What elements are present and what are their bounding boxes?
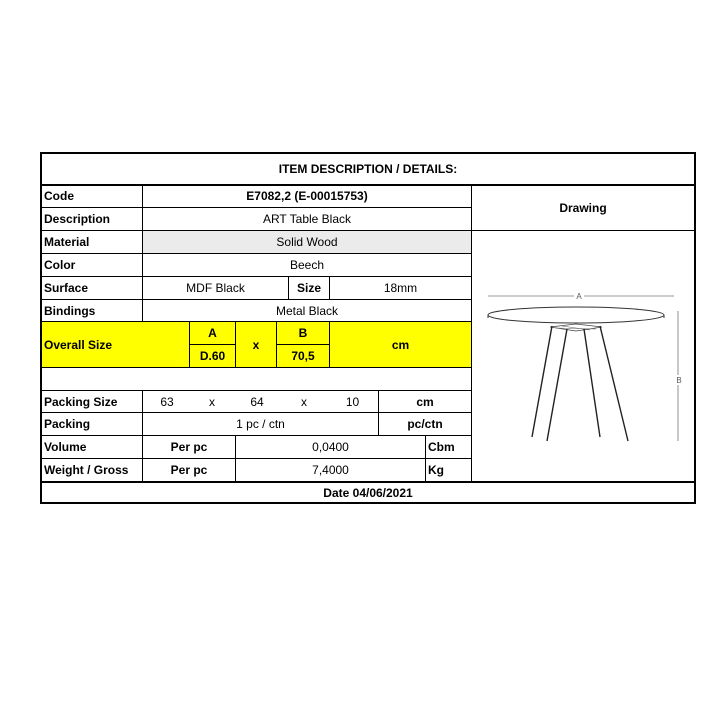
table-drawing (472, 231, 694, 481)
dimension-a-value: D.60 (190, 345, 236, 368)
weight-per: Per pc (143, 459, 236, 481)
packing-size-unit: cm (379, 391, 472, 413)
material-label: Material (42, 231, 143, 254)
dimension-b-text: B (676, 376, 682, 385)
code-label: Code (42, 185, 143, 208)
overall-size-unit: cm (330, 322, 472, 368)
column-divider (471, 184, 472, 481)
table-frame (550, 324, 602, 331)
overall-size-label: Overall Size (42, 322, 190, 368)
bindings-value: Metal Black (143, 300, 472, 322)
packing-size-label: Packing Size (42, 391, 143, 413)
surface-label: Surface (42, 277, 143, 300)
weight-label: Weight / Gross (42, 459, 143, 481)
spacer-row (42, 368, 472, 391)
volume-value: 0,0400 (236, 436, 426, 459)
packing-size-height: 10 (327, 391, 379, 413)
code-value: E7082,2 (E-00015753) (143, 185, 472, 208)
description-value: ART Table Black (143, 208, 472, 231)
drawing-title: Drawing (472, 185, 694, 231)
packing-size-length: 63 (143, 391, 191, 413)
color-value: Beech (143, 254, 472, 277)
packing-size-times-2: x (281, 391, 327, 413)
tabletop-outline (488, 307, 664, 323)
sheet-title: ITEM DESCRIPTION / DETAILS: (42, 154, 694, 186)
packing-value: 1 pc / ctn (143, 413, 379, 436)
table-leg-1 (532, 326, 552, 437)
dimension-b-label: B (277, 322, 330, 345)
footer-date: Date 04/06/2021 (42, 481, 694, 502)
table-diagram (472, 231, 694, 481)
volume-label: Volume (42, 436, 143, 459)
bindings-label: Bindings (42, 300, 143, 322)
surface-value: MDF Black (143, 277, 289, 300)
weight-unit: Kg (426, 459, 472, 481)
material-value: Solid Wood (143, 231, 472, 254)
volume-unit: Cbm (426, 436, 472, 459)
size-label: Size (289, 277, 330, 300)
dimension-times: x (236, 322, 277, 368)
packing-size-width: 64 (233, 391, 281, 413)
dimension-a-text: A (576, 292, 582, 301)
packing-label: Packing (42, 413, 143, 436)
description-label: Description (42, 208, 143, 231)
size-value: 18mm (330, 277, 472, 300)
weight-value: 7,4000 (236, 459, 426, 481)
packing-size-times-1: x (191, 391, 233, 413)
table-leg-3 (584, 329, 600, 437)
dimension-b-value: 70,5 (277, 345, 330, 368)
color-label: Color (42, 254, 143, 277)
item-details-sheet (40, 152, 696, 504)
packing-unit: pc/ctn (379, 413, 472, 436)
dimension-a-label: A (190, 322, 236, 345)
table-leg-4 (600, 326, 628, 441)
table-leg-2 (547, 329, 567, 441)
volume-per: Per pc (143, 436, 236, 459)
